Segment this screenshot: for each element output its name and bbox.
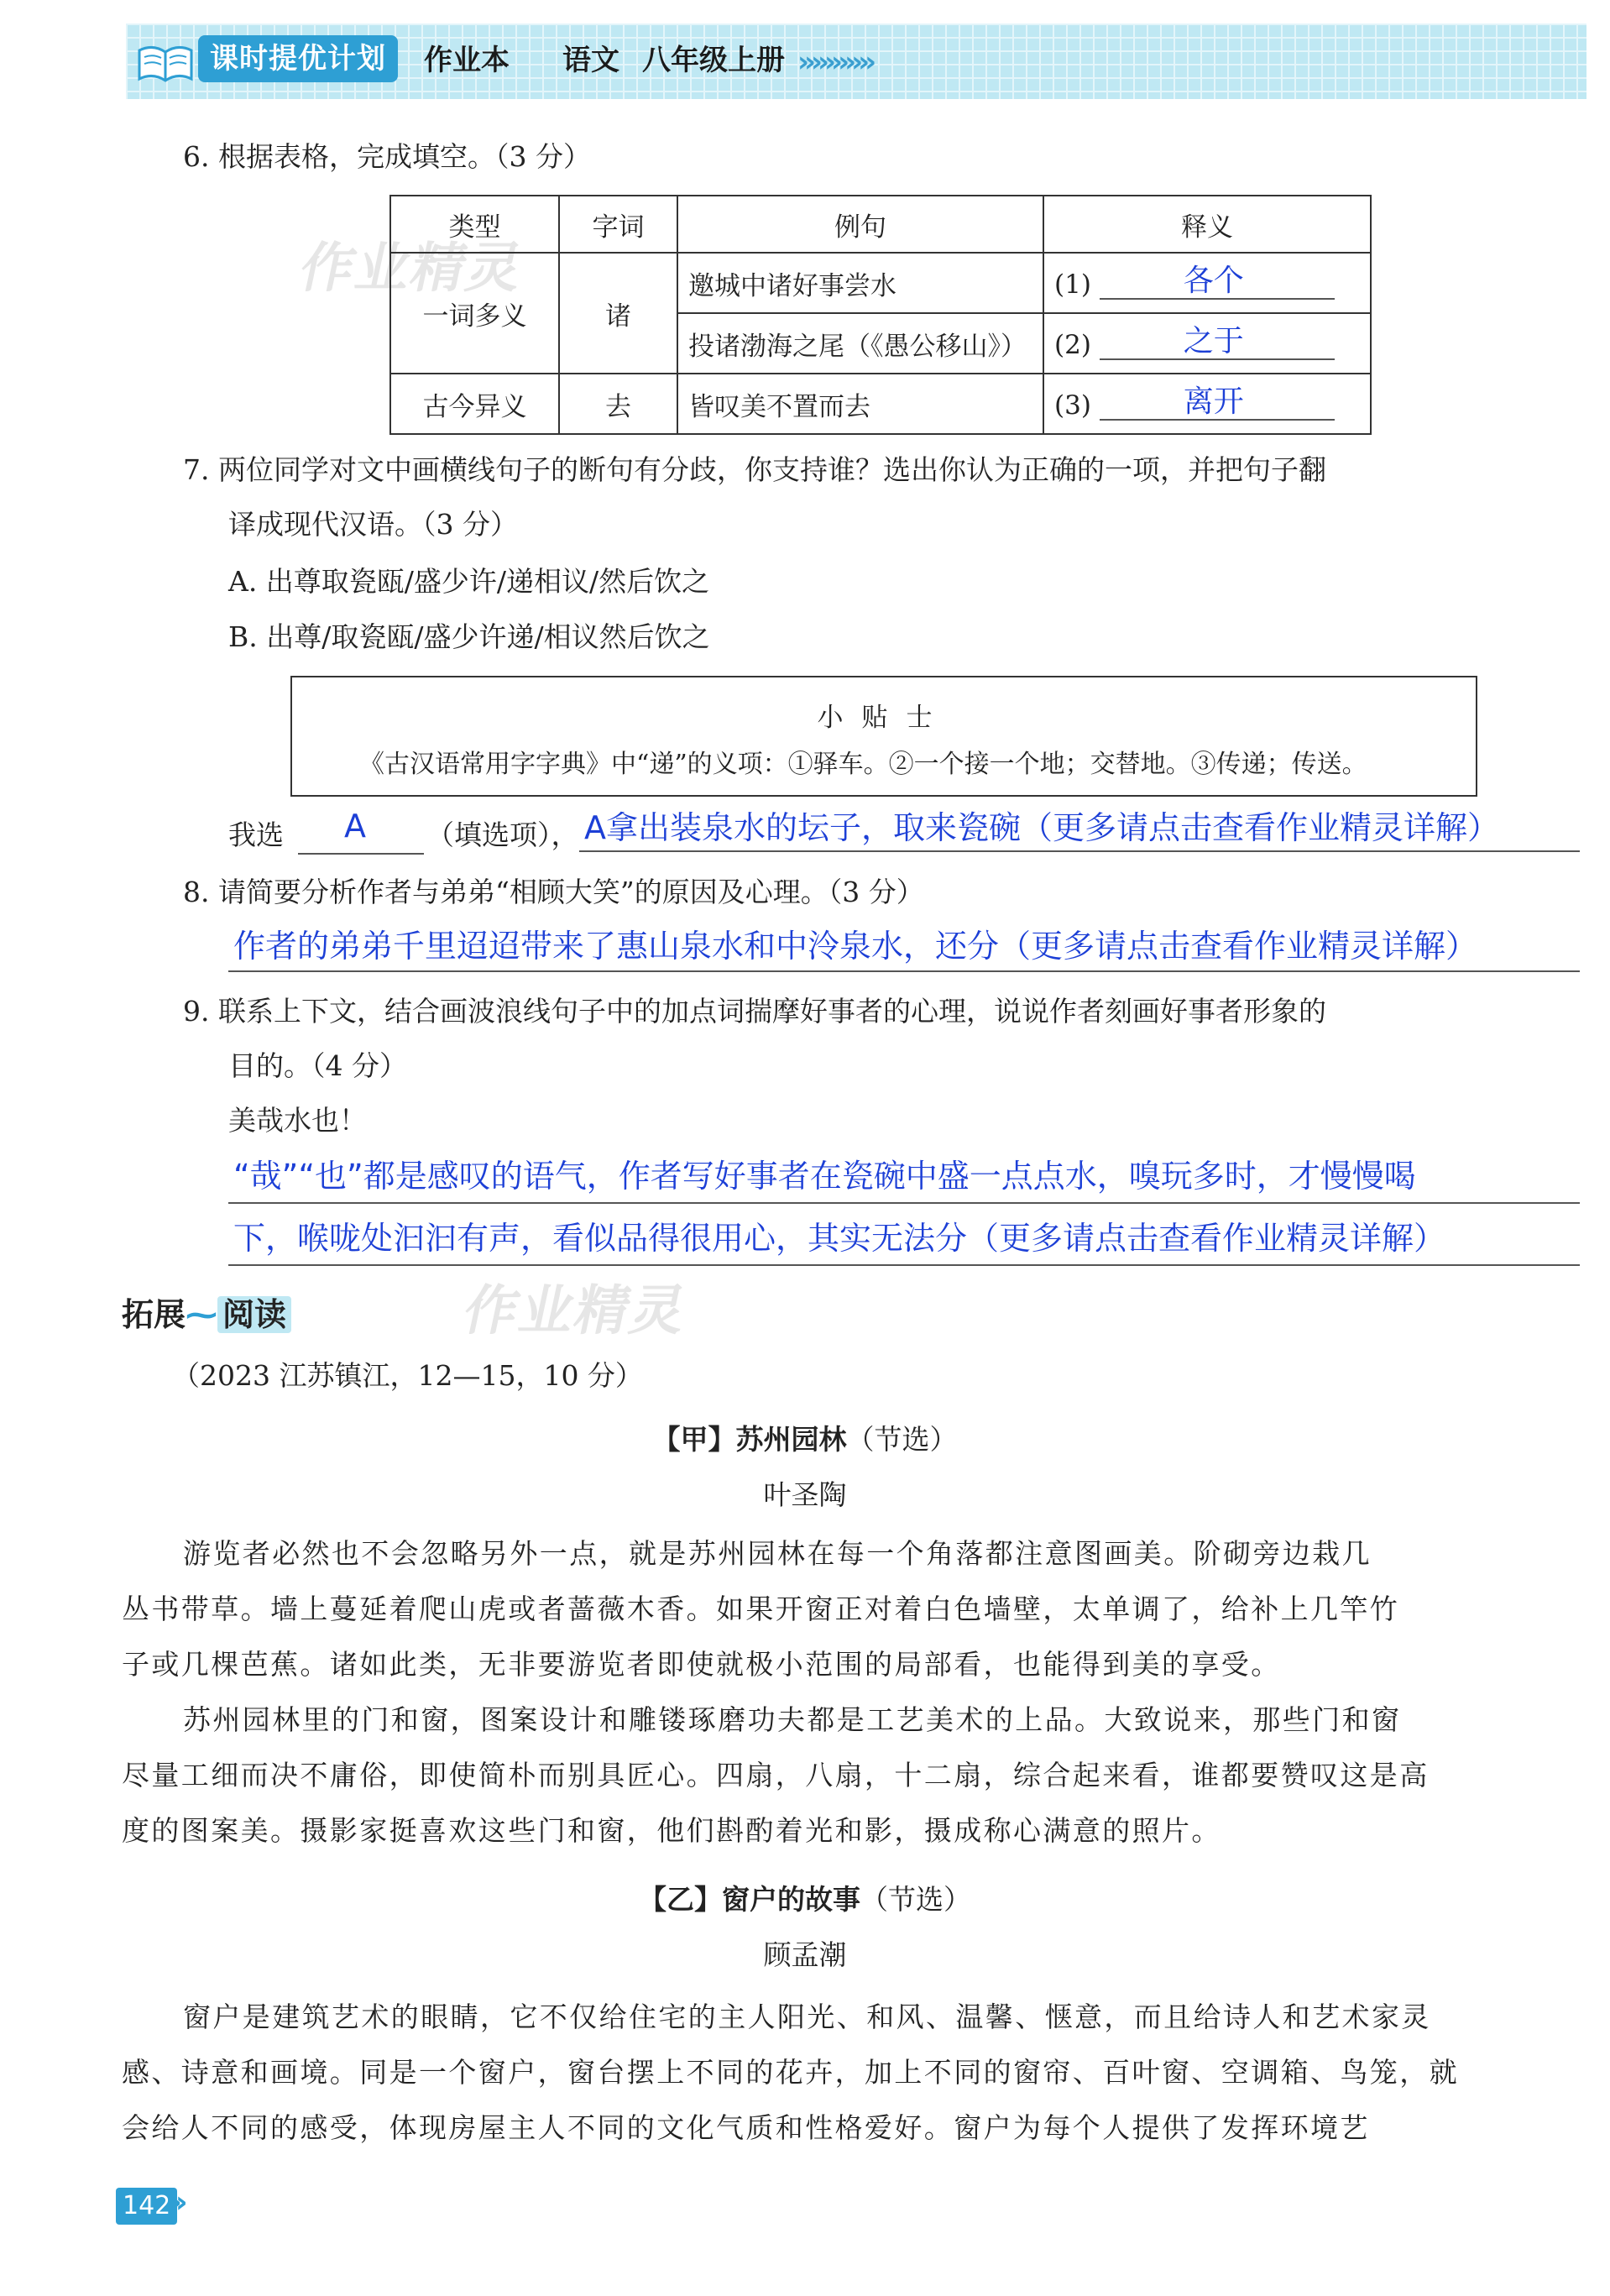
q6-stem: 6. 根据表格，完成填空。（3 分） [183, 140, 591, 173]
answer-blank [1100, 384, 1335, 421]
q8-answer-line [228, 920, 1580, 972]
table-cell-type: 古今异义 [390, 374, 559, 434]
table-header: 字词 [559, 196, 677, 253]
tip-title: 小贴士 [817, 703, 951, 733]
section-separator-icon: ⁓ [186, 1296, 218, 1333]
table-header: 例句 [677, 196, 1043, 253]
section-label-part2: 阅读 [217, 1296, 291, 1333]
page-number-chevron-icon: ›› [170, 2185, 181, 2220]
book-type: 作业本 [424, 44, 510, 77]
q9-stem-line2: 目的。（4 分） [228, 1049, 407, 1082]
table-cell-word: 诸 [559, 253, 677, 374]
q7-choose-prefix: 我选 [228, 819, 284, 851]
passage-a-line: 尽量工细而决不庸俗，即使简朴而别具匠心。四扇，八扇，十二扇，综合起来看，谁都要赞叹这是高 [122, 1759, 1430, 1791]
passage-a-title-main: 【甲】苏州园林 [652, 1423, 847, 1456]
answer-blank [1100, 324, 1335, 360]
blank-number: (2) [1054, 330, 1091, 360]
q7-stem-line1: 7. 两位同学对文中画横线句子的断句有分歧，你支持谁？选出你认为正确的一项，并把句子翻 [183, 453, 1326, 486]
section-label-part1: 拓展 [122, 1296, 186, 1333]
handwritten-answer: 下，喉咙处汩汩有声，看似品得很用心，其实无法分（更多请点击查看作业精灵详解） [233, 1220, 1446, 1257]
table-row [390, 374, 1371, 434]
passage-a-line: 子或几棵芭蕉。诸如此类，无非要游览者即使就极小范围的局部看，也能得到美的享受。 [122, 1648, 1281, 1681]
handwritten-answer: 各个 [1183, 264, 1244, 298]
grade: 八年级上册 [642, 44, 785, 77]
q9-answer-line1 [228, 1147, 1580, 1204]
handwritten-answer: “哉”“也”都是感叹的语气，作者写好事者在瓷碗中盛一点点水，嗅玩多时，才慢慢喝 [233, 1158, 1416, 1195]
tip-body: 《古汉语常用字字典》中“递”的义项：①驿车。②一个接一个地；交替地。③传递；传送。 [359, 750, 1367, 779]
table-header: 类型 [390, 196, 559, 253]
handwritten-answer: 之于 [1183, 324, 1244, 358]
handwritten-translation: A拿出装泉水的坛子，取来瓷碗（更多请点击查看作业精灵详解） [584, 809, 1499, 846]
q9-answer-line2 [228, 1209, 1580, 1266]
q8-stem: 8. 请简要分析作者与弟弟“相顾大笑”的原因及心理。（3 分） [183, 876, 924, 908]
passage-a-author: 叶圣陶 [763, 1478, 847, 1511]
passage-a-title [0, 1419, 1610, 1461]
q9-stem-line1: 9. 联系上下文，结合画波浪线句子中的加点词揣摩好事者的心理，说说作者刻画好事者形象的 [183, 995, 1326, 1028]
open-book-icon [136, 42, 195, 84]
header-chevrons: ››››››››››› [797, 45, 872, 79]
passage-a-title-note: （节选） [846, 1423, 958, 1456]
passage-a-line: 苏州园林里的门和窗，图案设计和雕镂琢磨功夫都是工艺美术的上品。大致说来，那些门和窗 [183, 1703, 1402, 1736]
passage-a-line: 度的图案美。摄影家挺喜欢这些门和窗，他们斟酌着光和影，摄成称心满意的照片。 [122, 1814, 1221, 1847]
passage-a-line: 丛书带草。墙上蔓延着爬山虎或者蔷薇木香。如果开窗正对着白色墙壁，太单调了，给补上几竿竹 [122, 1593, 1400, 1625]
q7-option-a: A. 出尊取瓷瓯/盛少许/递相议/然后饮之 [228, 565, 710, 598]
passage-b-line: 会给人不同的感受，体现房屋主人不同的文化气质和性格爱好。窗户为每个人提供了发挥环境艺 [122, 2111, 1370, 2144]
table-cell-type: 一词多义 [390, 253, 559, 374]
q9-quote: 美哉水也！ [228, 1104, 367, 1137]
watermark: 作业精灵 [457, 1280, 693, 1342]
table-cell-example: 投诸渤海之尾（《愚公移山》） [677, 313, 1043, 374]
vocab-table [389, 195, 1372, 435]
table-cell-example: 皆叹美不置而去 [677, 374, 1043, 434]
table-cell-word: 去 [559, 374, 677, 434]
q7-option-b: B. 出尊/取瓷瓯/盛少许递/相议然后饮之 [228, 620, 710, 653]
table-cell-meaning [1043, 374, 1371, 434]
brand-label: 课时提优计划 [198, 35, 398, 82]
handwritten-answer: 离开 [1183, 384, 1244, 419]
translation-line [579, 802, 1580, 852]
subject: 语文 [562, 44, 619, 77]
table-cell-meaning [1043, 253, 1371, 313]
section-label [122, 1291, 291, 1338]
choice-blank [298, 808, 424, 855]
page-number: 142 [116, 2188, 177, 2225]
watermark: 作业精灵 [294, 238, 530, 300]
answer-blank [1100, 266, 1335, 300]
passage-b-line: 窗户是建筑艺术的眼睛，它不仅给住宅的主人阳光、和风、温馨、惬意，而且给诗人和艺术家灵 [183, 2001, 1431, 2033]
table-cell-meaning [1043, 313, 1371, 374]
q7-choose-suffix: （填选项）， [426, 819, 579, 851]
q7-stem-line2: 译成现代汉语。（3 分） [228, 508, 518, 541]
passage-b-line: 感、诗意和画境。同是一个窗户，窗台摆上不同的花卉，加上不同的窗帘、百叶窗、空调箱、鸟笼，就 [122, 2056, 1459, 2089]
table-header: 释义 [1043, 196, 1371, 253]
passage-b-title-main: 【乙】窗户的故事 [639, 1883, 860, 1916]
blank-number: (1) [1054, 269, 1091, 300]
handwritten-answer: 作者的弟弟千里迢迢带来了惠山泉水和中泠泉水，还分（更多请点击查看作业精灵详解） [233, 928, 1478, 965]
passage-b-title [0, 1879, 1610, 1921]
table-cell-example: 邀城中诸好事尝水 [677, 253, 1043, 313]
handwritten-choice: A [344, 808, 366, 845]
passage-a-line: 游览者必然也不会忽略另外一点，就是苏州园林在每一个角落都注意图画美。阶砌旁边栽几 [183, 1537, 1372, 1570]
section-source: （2023 江苏镇江，12—15，10 分） [172, 1359, 643, 1392]
table-row [390, 253, 1371, 313]
tip-box [290, 676, 1477, 797]
blank-number: (3) [1054, 390, 1091, 421]
passage-b-author: 顾孟潮 [763, 1938, 847, 1971]
table-header-row [390, 196, 1371, 253]
passage-b-title-note: （节选） [860, 1883, 971, 1916]
page-header [126, 24, 1586, 99]
